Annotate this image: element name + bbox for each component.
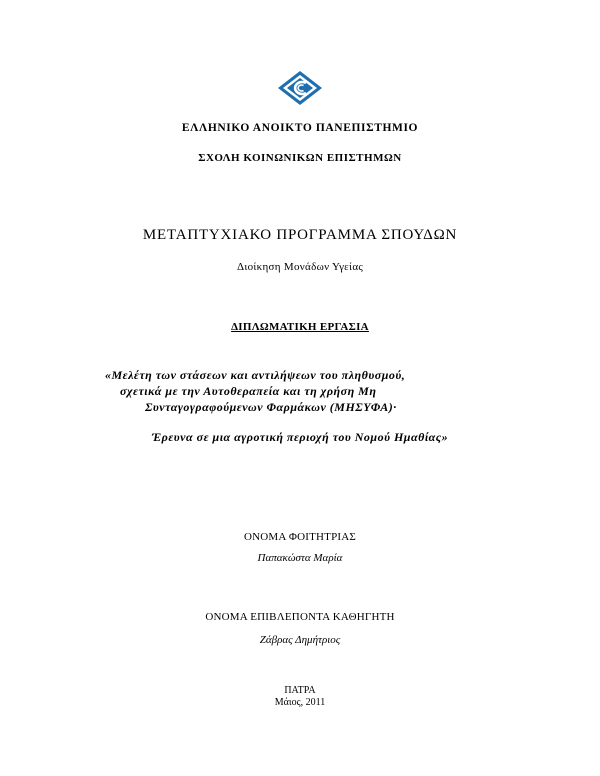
thesis-title-line: «Μελέτη των στάσεων και αντιλήψεων του πληθυσμού,: [105, 368, 406, 382]
thesis-title: [105, 367, 515, 415]
thesis-subtitle: Έρευνα σε μια αγροτική περιοχή του Νομού Ημαθίας»: [151, 430, 449, 444]
student-label: ΟΝΟΜΑ ΦΟΙΤΗΤΡΙΑΣ: [243, 531, 357, 543]
city: ΠΑΤΡΑ: [284, 685, 316, 696]
date: Μάιος, 2011: [274, 697, 326, 708]
school-name: ΣΧΟΛΗ ΚΟΙΝΩΝΙΚΩΝ ΕΠΙΣΤΗΜΩΝ: [198, 152, 402, 164]
university-name: ΕΛΛΗΝΙΚΟ ΑΝΟΙΚΤΟ ΠΑΝΕΠΙΣΤΗΜΙΟ: [181, 122, 419, 134]
department-name: Διοίκηση Μονάδων Υγείας: [236, 261, 364, 273]
thesis-title-line: σχετικά με την Αυτοθεραπεία και τη χρήση Μη: [120, 384, 377, 398]
student-name: Παπακώστα Μαρία: [257, 552, 343, 564]
university-logo-icon: [277, 70, 323, 106]
supervisor-name: Ζάβρας Δημήτριος: [259, 634, 341, 646]
program-title: ΜΕΤΑΠΤΥΧΙΑΚΟ ΠΡΟΓΡΑΜΜΑ ΣΠΟΥΔΩΝ: [142, 227, 458, 243]
thesis-type-heading: ΔΙΠΛΩΜΑΤΙΚΗ ΕΡΓΑΣΙΑ: [231, 321, 369, 333]
thesis-title-line: Συνταγογραφούμενων Φαρμάκων (ΜΗΣΥΦΑ)·: [145, 400, 397, 414]
supervisor-label: ΟΝΟΜΑ ΕΠΙΒΛΕΠΟΝΤΑ ΚΑΘΗΓΗΤΗ: [205, 611, 395, 623]
